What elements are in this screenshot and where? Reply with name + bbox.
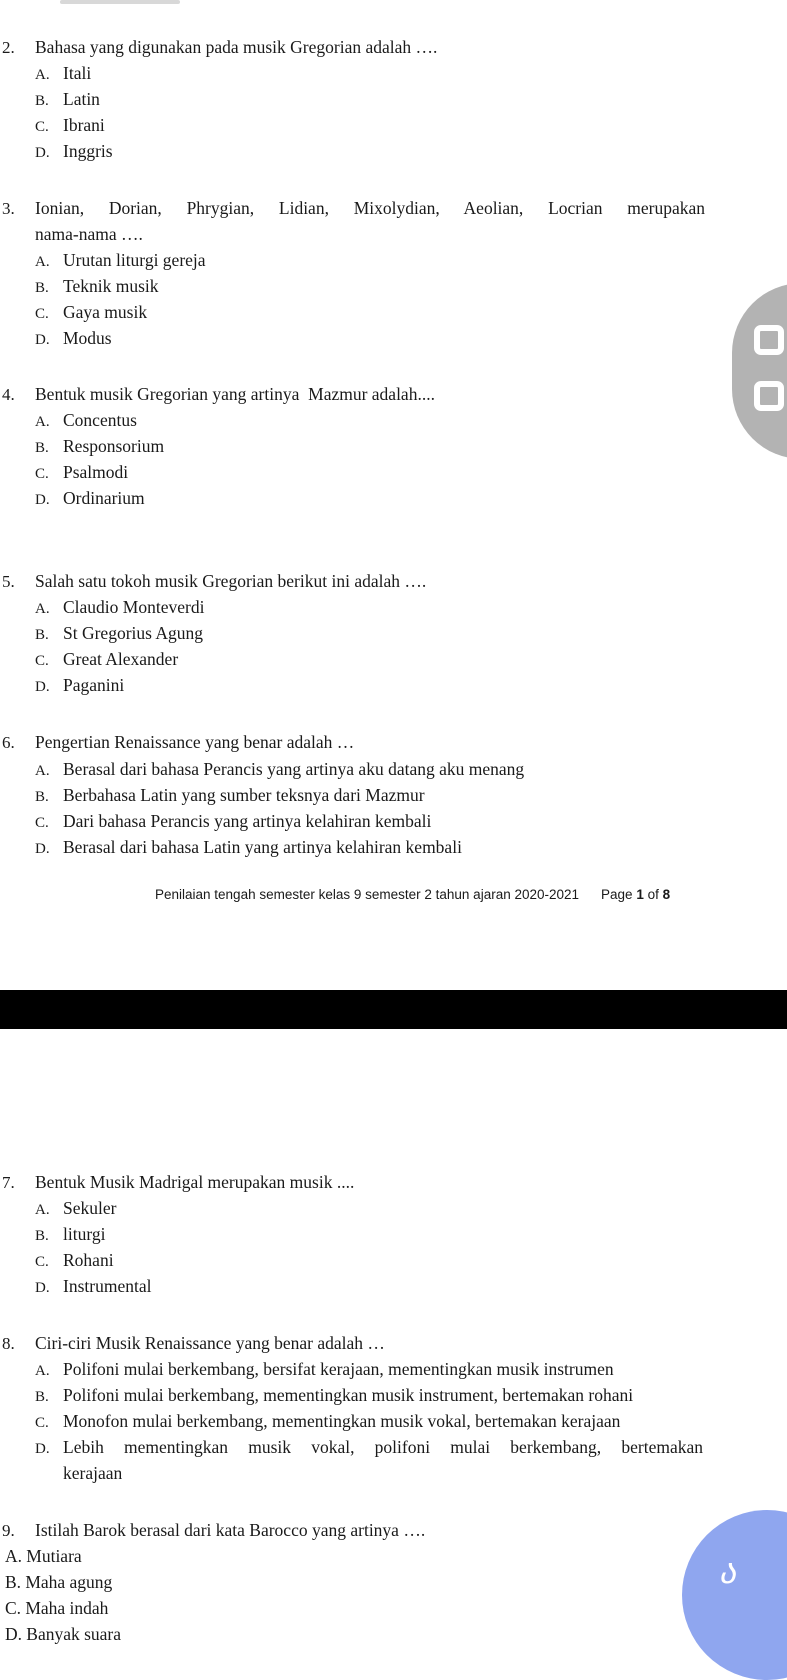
option-c: C. Great Alexander xyxy=(35,649,179,669)
page-footer xyxy=(155,887,670,902)
question-text: Salah satu tokoh musik Gregorian berikut ini adalah …. xyxy=(35,571,427,591)
option-d: D. Ordinarium xyxy=(35,488,145,508)
option-a: A. Mutiara xyxy=(5,1546,82,1566)
page-indicator: Page 1 of 8 xyxy=(601,887,671,902)
option-b: B. Maha agung xyxy=(5,1572,113,1592)
question-text-line-2: nama-nama …. xyxy=(35,224,143,244)
question-number: 9. xyxy=(2,1521,15,1540)
page-separator xyxy=(0,990,787,1029)
option-b: B. Teknik musik xyxy=(35,276,159,296)
option-b: B. Polifoni mulai berkembang, mementingkan musik instrument, bertemakan rohani xyxy=(35,1385,634,1405)
option-d: D. Paganini xyxy=(35,675,125,695)
widget-icon-top xyxy=(754,325,784,355)
option-d: D. Banyak suara xyxy=(5,1624,122,1644)
question-text: Bentuk Musik Madrigal merupakan musik .... xyxy=(35,1172,355,1192)
question-text: Bentuk musik Gregorian yang artinya Mazmur adalah.... xyxy=(35,384,435,404)
option-a: A. Itali xyxy=(35,63,92,83)
question-number: 5. xyxy=(2,572,15,591)
option-d: D. Modus xyxy=(35,328,112,348)
option-b: B. Responsorium xyxy=(35,436,165,456)
question-text: Bahasa yang digunakan pada musik Gregorian adalah …. xyxy=(35,37,438,57)
option-b: B. St Gregorius Agung xyxy=(35,623,203,643)
question-text: Ciri-ciri Musik Renaissance yang benar adalah … xyxy=(35,1333,385,1353)
question-number: 2. xyxy=(2,38,15,57)
option-b: B. liturgi xyxy=(35,1224,106,1244)
option-c: C. Ibrani xyxy=(35,115,105,135)
option-c: C. Maha indah xyxy=(5,1598,109,1618)
option-b: B. Berbahasa Latin yang sumber teksnya dari Mazmur xyxy=(35,785,425,805)
fab-glyph: ა xyxy=(719,1552,737,1592)
question-text: Pengertian Renaissance yang benar adalah … xyxy=(35,732,355,752)
option-b: B. Latin xyxy=(35,89,100,109)
option-d-continuation: kerajaan xyxy=(63,1463,123,1483)
question-text-line-1: Ionian, Dorian, Phrygian, Lidian, Mixolydian, Aeolian, Locrian merupakan xyxy=(35,198,705,218)
option-a: A. Sekuler xyxy=(35,1198,117,1218)
option-c: C. Dari bahasa Perancis yang artinya kelahiran kembali xyxy=(35,811,432,831)
option-a: A. Berasal dari bahasa Perancis yang artinya aku datang aku menang xyxy=(35,759,525,779)
question-number: 4. xyxy=(2,385,15,404)
question-number: 8. xyxy=(2,1334,15,1353)
option-d: D. Instrumental xyxy=(35,1276,152,1296)
option-d: D. Berasal dari bahasa Latin yang artinya kelahiran kembali xyxy=(35,837,462,857)
option-d: D. Lebih mementingkan musik vokal, polifoni mulai berkembang, bertemakan xyxy=(35,1437,703,1457)
question-text: Istilah Barok berasal dari kata Barocco yang artinya …. xyxy=(35,1520,426,1540)
option-c: C. Monofon mulai berkembang, mementingkan musik vokal, bertemakan kerajaan xyxy=(35,1411,621,1431)
option-a: A. Polifoni mulai berkembang, bersifat kerajaan, mementingkan musik instrumen xyxy=(35,1359,614,1379)
option-c: C. Psalmodi xyxy=(35,462,129,482)
question-number: 3. xyxy=(2,199,15,218)
option-c: C. Gaya musik xyxy=(35,302,148,322)
question-number: 6. xyxy=(2,733,15,752)
footer-text: Penilaian tengah semester kelas 9 semester 2 tahun ajaran 2020-2021 xyxy=(155,887,580,902)
widget-icon-bottom xyxy=(754,381,784,411)
option-a: A. Concentus xyxy=(35,410,137,430)
option-d: D. Inggris xyxy=(35,141,113,161)
option-c: C. Rohani xyxy=(35,1250,114,1270)
option-a: A. Claudio Monteverdi xyxy=(35,597,205,617)
question-number: 7. xyxy=(2,1173,15,1192)
option-a: A. Urutan liturgi gereja xyxy=(35,250,206,270)
document-page-2 xyxy=(0,1029,787,1659)
